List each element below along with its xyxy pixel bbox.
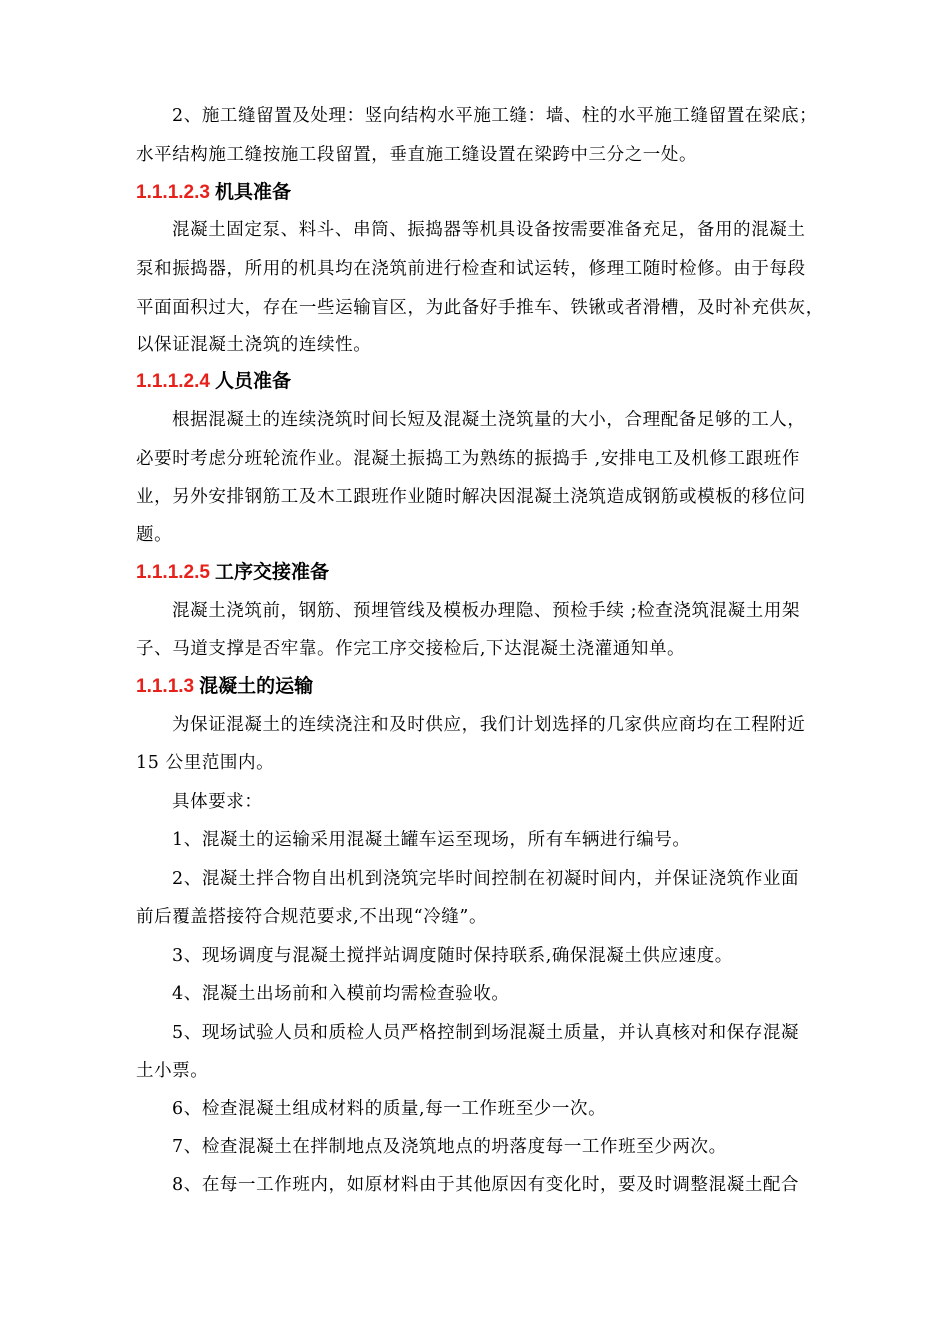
section-title: 混凝土的运输 xyxy=(199,675,314,697)
paragraph-line: 15 公里范围内。 xyxy=(136,753,275,773)
paragraph-line: 3、现场调度与混凝土搅拌站调度随时保持联系,确保混凝土供应速度。 xyxy=(172,946,733,966)
paragraph-line: 6、检查混凝土组成材料的质量,每一工作班至少一次。 xyxy=(172,1099,607,1119)
section-title: 工序交接准备 xyxy=(214,561,329,583)
section-number: 1.1.1.2.4 xyxy=(136,371,210,392)
paragraph-line: 混凝土浇筑前，钢筋、预埋管线及模板办理隐、预检手续 ;检查浇筑混凝土用架 xyxy=(172,601,801,621)
paragraph-line: 具体要求： xyxy=(172,792,263,812)
section-number: 1.1.1.2.5 xyxy=(136,562,210,583)
section-heading xyxy=(136,179,291,206)
paragraph-line: 水平结构施工缝按施工段留置，垂直施工缝设置在梁跨中三分之一处。 xyxy=(136,145,698,165)
paragraph-line: 平面面积过大，存在一些运输盲区，为此备好手推车、铁锹或者滑槽，及时补充供灰， xyxy=(136,298,824,318)
paragraph-line: 2、混凝土拌合物自出机到浇筑完毕时间控制在初凝时间内，并保证浇筑作业面 xyxy=(172,869,800,889)
paragraph-line: 以保证混凝土浇筑的连续性。 xyxy=(136,335,372,355)
section-heading xyxy=(136,673,313,700)
section-title: 人员准备 xyxy=(214,370,291,392)
section-heading xyxy=(136,368,291,395)
paragraph-line: 8、在每一工作班内，如原材料由于其他原因有变化时，要及时调整混凝土配合 xyxy=(172,1175,800,1195)
paragraph-line: 1、混凝土的运输采用混凝土罐车运至现场，所有车辆进行编号。 xyxy=(172,830,691,850)
paragraph-line: 为保证混凝土的连续浇注和及时供应，我们计划选择的几家供应商均在工程附近 xyxy=(172,715,806,735)
paragraph-line: 2、施工缝留置及处理：竖向结构水平施工缝：墙、柱的水平施工缝留置在梁底； xyxy=(172,106,818,126)
section-number: 1.1.1.3 xyxy=(136,676,195,697)
section-heading xyxy=(136,559,329,586)
paragraph-line: 根据混凝土的连续浇筑时间长短及混凝土浇筑量的大小，合理配备足够的工人， xyxy=(172,410,806,430)
paragraph-line: 前后覆盖搭接符合规范要求,不出现“冷缝”。 xyxy=(136,907,488,927)
paragraph-line: 必要时考虑分班轮流作业。混凝土振捣工为熟练的振捣手 ,安排电工及机修工跟班作 xyxy=(136,449,800,469)
paragraph-line: 子、马道支撑是否牢靠。作完工序交接检后,下达混凝土浇灌通知单。 xyxy=(136,639,686,659)
paragraph-line: 土小票。 xyxy=(136,1061,209,1081)
paragraph-line: 4、混凝土出场前和入模前均需检查验收。 xyxy=(172,984,510,1004)
paragraph-line: 题。 xyxy=(136,525,173,545)
paragraph-line: 混凝土固定泵、料斗、串筒、振捣器等机具设备按需要准备充足，备用的混凝土 xyxy=(172,220,806,240)
paragraph-line: 7、检查混凝土在拌制地点及浇筑地点的坍落度每一工作班至少两次。 xyxy=(172,1137,727,1157)
paragraph-line: 5、现场试验人员和质检人员严格控制到场混凝土质量，并认真核对和保存混凝 xyxy=(172,1023,800,1043)
paragraph-line: 业，另外安排钢筋工及木工跟班作业随时解决因混凝土浇筑造成钢筋或模板的移位问 xyxy=(136,487,806,507)
section-number: 1.1.1.2.3 xyxy=(136,182,210,203)
section-title: 机具准备 xyxy=(214,181,291,203)
paragraph-line: 泵和振捣器，所用的机具均在浇筑前进行检查和试运转，修理工随时检修。由于每段 xyxy=(136,259,806,279)
